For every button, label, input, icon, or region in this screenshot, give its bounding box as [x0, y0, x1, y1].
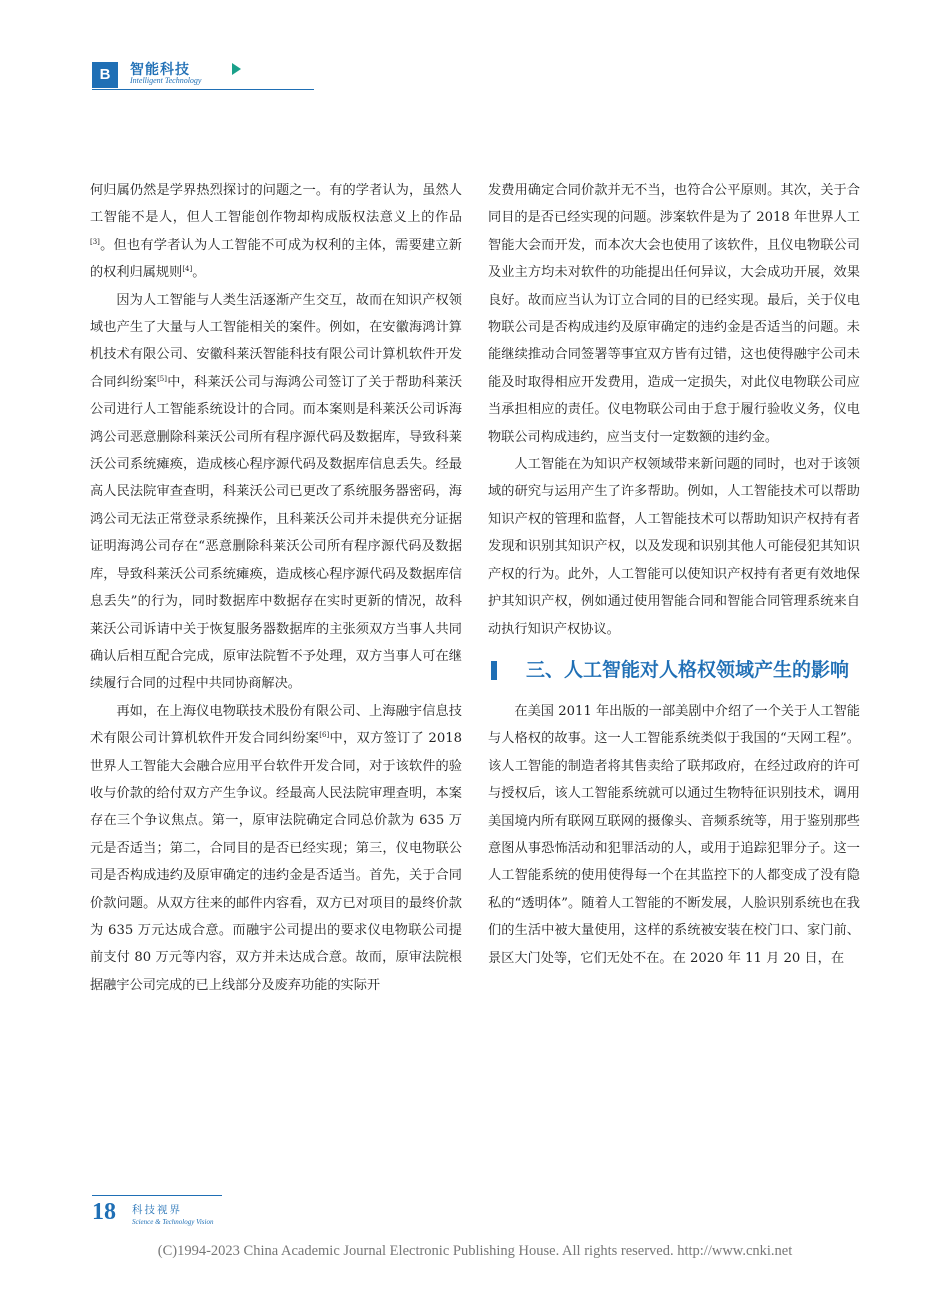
paragraph: 人工智能在为知识产权领域带来新问题的同时，也对于该领域的研究与运用产生了许多帮助。例如，人工智能技术可以帮助知识产权的管理和监督，人工智能技术可以帮助知识产权持有者发现和识别其知识产权，以及发现和识别其他人可能侵犯其知识产权的行为。此外，人工智能可以使知识产权持有者更有效地保护其知识产权，例如通过使用智能合同和智能合同管理系统来自动执行知识产权协议。 — [488, 457, 860, 637]
paragraph: 在美国 2011 年出版的一部美剧中介绍了一个关于人工智能与人格权的故事。这一人工智能系统类似于我国的“天网工程”。该人工智能的制造者将其售卖给了联邦政府，在经过政府的许可与授权后，该人工智能系统就可以通过生物特征识别技术，调用美国境内所有联网互联网的摄像头、音频系统等，用于鉴别那些意图从事恐怖活动和犯罪活动的人，或用于追踪犯罪分子。这一人工智能系统的使用使得每一个在其监控下的人都变成了没有隐私的“透明体”。随着人工智能的不断发展，人脸识别系统也在我们的生活中被大量使用，这样的系统被安装在校门口、家门前、景区大门处等，它们无处不在。在 2020 年 11 月 20 日，在 — [488, 703, 860, 966]
journal-logo: B — [92, 62, 118, 88]
paragraph: 何归属仍然是学界热烈探讨的问题之一。有的学者认为，虽然人工智能不是人，但人工智能创作物却构成版权法意义上的作品[3]。但也有学者认为人工智能不可成为权利的主体，需要建立新的权利归属规则[4]。 — [90, 183, 462, 281]
section-title: 智能科技 — [130, 62, 190, 78]
play-triangle-icon — [232, 63, 241, 75]
journal-title: 科技视界 — [132, 1204, 182, 1216]
citation-ref[interactable]: [4] — [182, 265, 193, 274]
paragraph: 再如，在上海仪电物联技术股份有限公司、上海融宇信息技术有限公司计算机软件开发合同纠纷案[6]中，双方签订了 2018 世界人工智能大会融合应用平台软件开发合同，对于该软件的验收与价款的给付双方产生争议。经最高人民法院审理查明，本案存在三个争议焦点。第一，原审法院确定合同总价款为 635 万元是否适当；第二，合同目的是否已经实现；第三，仪电物联公司是否构成违约及原审确定的违约金是否适当。首先，关于合同价款问题。从双方往来的邮件内容看，双方已对项目的最终价款为 635 万元达成合意。而融宇公司提出的要求仪电物联公司提前支付 80 万元等内容，双方并未达成合意。故而，原审法院根据融宇公司完成的已上线部分及废弃功能的实际开 — [90, 703, 462, 993]
journal-header — [92, 60, 314, 90]
copyright-notice: (C)1994-2023 China Academic Journal Electronic Publishing House. All rights reserved. http://www.cnki.net — [157, 1243, 793, 1259]
right-column — [488, 177, 860, 972]
citation-ref[interactable]: [3] — [90, 237, 100, 246]
page-number: 18 — [92, 1199, 116, 1225]
citation-ref[interactable]: [5] — [157, 374, 167, 383]
footer-divider — [92, 1195, 222, 1196]
section-heading — [488, 655, 860, 686]
paragraph: 发费用确定合同价款并无不当，也符合公平原则。其次，关于合同目的是否已经实现的问题。涉案软件是为了 2018 年世界人工智能大会而开发，而本次大会也使用了该软件，且仪电物联公司及业主方均未对软件的功能提出任何异议，大会成功开展，效果良好。故而应当认为订立合同的目的已经实现。最后，关于仪电物联公司是否构成违约及原审确定的违约金是否适当的问题。未能继续推动合同签署等事宜双方皆有过错，这也使得融宇公司未能及时取得相应开发费用，造成一定损失，对此仪电物联公司应当承担相应的责任。仪电物联公司由于怠于履行验收义务，仪电物联公司构成违约，应当支付一定数额的违约金。 — [488, 183, 860, 445]
left-column — [90, 177, 462, 999]
header-divider — [92, 89, 314, 90]
section-subtitle: Intelligent Technology — [130, 76, 202, 85]
citation-ref[interactable]: [6] — [319, 731, 330, 740]
heading-marker — [491, 661, 497, 680]
paragraph: 因为人工智能与人类生活逐渐产生交互，故而在知识产权领域也产生了大量与人工智能相关的案件。例如，在安徽海鸿计算机技术有限公司、安徽科莱沃智能科技有限公司计算机软件开发合同纠纷案[5]中，科莱沃公司与海鸿公司签订了关于帮助科莱沃公司进行人工智能系统设计的合同。而本案则是科莱沃公司诉海鸿公司恶意删除科莱沃公司所有程序源代码及数据库，导致科莱沃公司系统瘫痪，造成核心程序源代码及数据库信息丢失。经最高人民法院审查查明，科莱沃公司已更改了系统服务器密码，海鸿公司无法正常登录系统操作，且科莱沃公司并未提供充分证据证明海鸿公司存在“恶意删除科莱沃公司所有程序源代码及数据库，导致科莱沃公司系统瘫痪，造成核心程序源代码及数据库信息丢失”的行为，同时数据库中数据存在实时更新的情况，故科莱沃公司诉请中关于恢复服务器数据库的主张须双方当事人共同确认后相互配合完成，原审法院暂不予处理，双方当事人可在继续履行合同的过程中共同协商解决。 — [90, 292, 463, 692]
journal-subtitle: Science & Technology Vision — [132, 1218, 214, 1226]
section-heading-text: 三、人工智能对人格权领域产生的影响 — [526, 658, 850, 681]
